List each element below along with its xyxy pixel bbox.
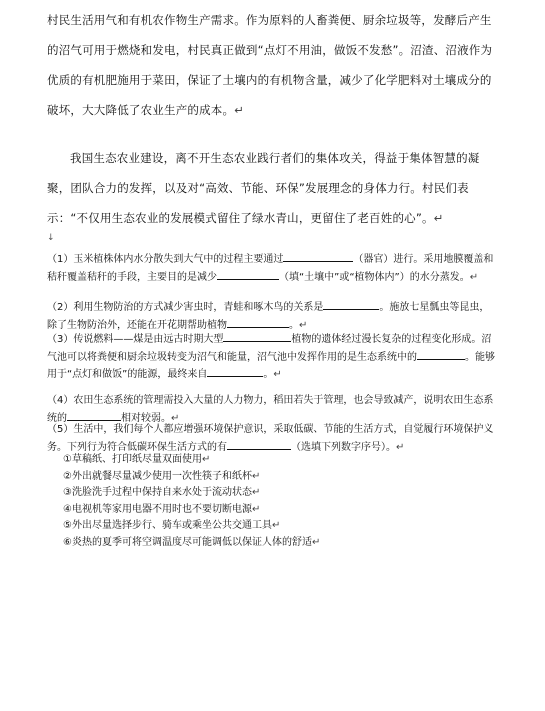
option-text: ①草稿纸、打印纸尽量双面使用: [63, 454, 202, 465]
question-4-text-a: （4）农田生态系统的管理需投入大量的人力物力，稻田若失于管理，也会导致减产，说明农田生态系统的: [47, 395, 494, 424]
paragraph-mark: ↵: [171, 412, 180, 424]
option-text: ⑤外出尽量选择步行、骑车或乘坐公共交通工具: [63, 520, 272, 531]
paragraph-ecological-agriculture: [47, 143, 497, 233]
question-5: [47, 422, 495, 455]
answer-blank[interactable]: [227, 438, 291, 450]
question-3-text-b: 植物的遗体经过漫长复杂的过程变化形成。沼气池可以将粪便和厨余垃圾转变为沼气和能量，沼气池中发挥作用的是生态系统中的: [47, 334, 492, 363]
question-5-text-a: （5）生活中，我们每个人都应增强环境保护意识，采取低碳、节能的生活方式，自觉履行环境保护义务。下列行为符合低碳环保生活方式的有: [47, 424, 494, 453]
question-2-text-a: （2）利用生物防治的方式减少害虫时，青蛙和啄木鸟的关系是: [47, 302, 324, 313]
option-text: ④电视机等家用电器不用时也不要切断电源: [63, 503, 252, 515]
question-1-text-b: （器官）进行。采用地膜覆盖和秸秆覆盖秸秆的手段，主要目的是减少: [47, 254, 494, 283]
paragraph-mark: ↵: [271, 520, 281, 531]
paragraph-mark: ↵: [251, 503, 261, 515]
question-1-text-a: （1）玉米植株体内水分散失到大气中的过程主要通过: [47, 254, 284, 265]
question-3-text-a: （3）传说燃料——煤是由远古时期大型: [47, 334, 224, 345]
question-5-text-b: （选填下列数字序号）。: [291, 441, 396, 453]
answer-blank[interactable]: [207, 365, 263, 377]
question-2-text-c: 。: [289, 319, 299, 331]
paragraph-mark: ↵: [251, 487, 261, 498]
answer-blank[interactable]: [67, 409, 121, 421]
option-item: [63, 502, 320, 519]
question-1: [47, 250, 495, 285]
answer-blank[interactable]: [417, 348, 465, 360]
option-item: [63, 485, 320, 502]
paragraph-mark: ↵: [273, 369, 282, 380]
question-2: [47, 298, 495, 333]
option-text: ②外出就餐尽量减少使用一次性筷子和纸杯: [63, 470, 252, 482]
answer-blank[interactable]: [227, 316, 289, 328]
option-item: [63, 535, 320, 552]
options-list: [63, 452, 320, 551]
option-item: [63, 518, 320, 535]
option-text: ③洗脸洗手过程中保持自来水处于流动状态: [63, 487, 252, 498]
question-3-text-c: 。能够用于“点灯和做饭”的能源，最终来自: [47, 351, 495, 380]
paragraph-mark: ↵: [234, 103, 245, 117]
question-2-text-b: 。施放七星瓢虫等昆虫，除了生物防治外，还能在开花期帮助植物: [47, 302, 490, 331]
paragraph-mark: ↵: [201, 454, 211, 465]
paragraph-biogas: [47, 5, 497, 125]
paragraph-mark: ↵: [311, 536, 321, 548]
paragraph-mark: ↵: [251, 470, 261, 482]
paragraph-mark: ↵: [469, 271, 479, 283]
question-3: [47, 330, 495, 383]
option-item: [63, 452, 320, 469]
option-item: [63, 469, 320, 486]
paragraph-biogas-text: 村民生活用气和有机农作物生产需求。作为原料的人畜粪便、厨余垃圾等，发酵后产生的沼气可用于燃烧和发电，村民真正做到“点灯不用油，做饭不发愁”。沼渣、沼液作为优质的有机肥施用于菜田，保证了土壤内的有机物含量，减少了化学肥料对土壤成分的破坏，大大降低了农业生产的成本。: [47, 13, 493, 117]
option-text: ⑥炎热的夏季可将空调温度尽可能调低以保证人体的舒适: [63, 536, 312, 548]
answer-blank[interactable]: [217, 268, 279, 280]
question-3-text-d: 。: [263, 369, 274, 380]
paragraph-mark: ↵: [433, 211, 444, 225]
question-1-text-c: （填“土壤中”或“植物体内”）的水分蒸发。: [279, 271, 470, 283]
answer-blank[interactable]: [283, 250, 353, 262]
answer-blank[interactable]: [223, 330, 291, 342]
paragraph-mark: ↵: [299, 319, 308, 331]
answer-blank[interactable]: [323, 298, 379, 310]
paragraph-ecological-agriculture-text: 我国生态农业建设，离不开生态农业践行者们的集体攻关，得益于集体智慧的凝聚，团队合力的发挥，以及对“高效、节能、环保”发展理念的身体力行。村民们表示：“不仅用生态农业的发展模式留住了绿水青山，更留住了老百姓的心”。: [47, 151, 480, 225]
paragraph-mark: ↵: [396, 441, 405, 453]
empty-line-marker: ↓: [47, 233, 55, 243]
question-4-text-b: 相对较弱。: [121, 412, 171, 424]
